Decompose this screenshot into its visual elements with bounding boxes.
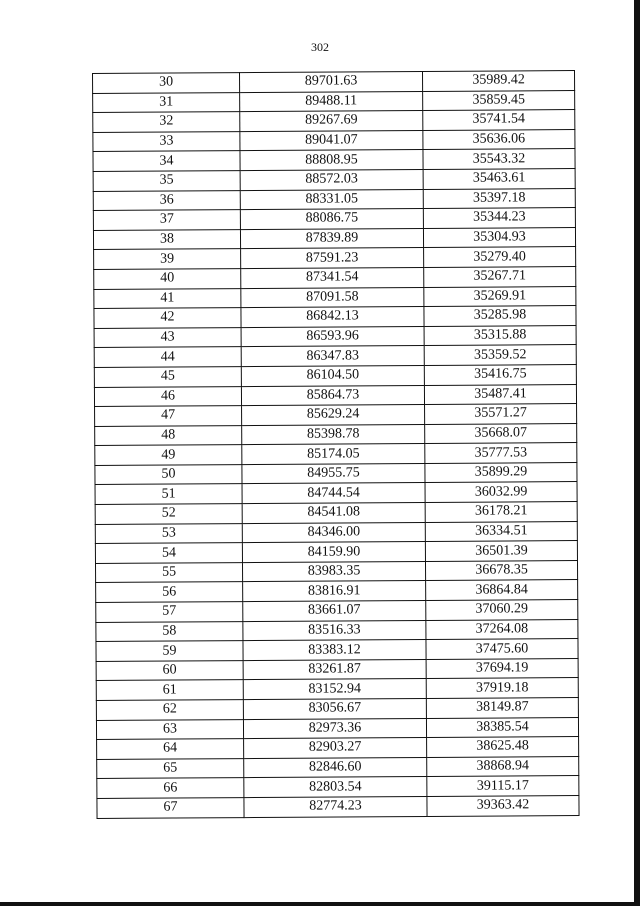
row-index-cell: 46 [94,386,241,406]
value-a-cell: 88572.03 [240,169,423,190]
value-b-cell: 39363.42 [427,796,579,817]
row-index-cell: 52 [95,504,242,524]
row-index-cell: 38 [93,229,240,249]
table-row [93,149,575,172]
value-b-cell: 35859.45 [423,90,575,111]
value-a-cell: 89488.11 [240,91,423,112]
table-row [97,776,579,799]
value-b-cell: 37919.18 [426,678,578,699]
row-index-cell: 56 [96,582,243,602]
table-row [95,541,577,564]
value-a-cell: 87341.54 [241,267,424,288]
table-row [94,345,576,368]
row-index-cell: 36 [93,190,240,210]
data-table-container [92,70,579,817]
value-a-cell: 88331.05 [240,189,423,210]
data-table [92,70,580,818]
row-index-cell: 65 [97,758,244,778]
value-a-cell: 83261.87 [243,659,426,680]
table-row [94,266,576,289]
value-a-cell: 86347.83 [241,346,424,367]
table-row [94,286,576,309]
value-a-cell: 87091.58 [241,287,424,308]
value-a-cell: 88808.95 [240,150,423,171]
value-b-cell: 38868.94 [427,756,579,777]
value-a-cell: 83383.12 [243,640,426,661]
value-b-cell: 36178.21 [425,502,577,523]
row-index-cell: 39 [94,249,241,269]
table-row [95,462,577,485]
value-a-cell: 83816.91 [243,581,426,602]
row-index-cell: 43 [94,327,241,347]
table-row [97,796,579,819]
table-row [96,678,578,701]
row-index-cell: 31 [93,92,240,112]
value-b-cell: 36501.39 [425,541,577,562]
table-row [95,404,577,427]
value-a-cell: 83661.07 [243,601,426,622]
row-index-cell: 48 [95,425,242,445]
row-index-cell: 42 [94,308,241,328]
table-row [96,619,578,642]
scan-edge-right [634,0,640,906]
value-a-cell: 83983.35 [242,561,425,582]
row-index-cell: 57 [96,602,243,622]
row-index-cell: 53 [95,523,242,543]
value-a-cell: 84744.54 [242,483,425,504]
row-index-cell: 59 [96,641,243,661]
table-row [97,756,579,779]
row-index-cell: 41 [94,288,241,308]
table-row [93,169,575,192]
value-b-cell: 38625.48 [427,737,579,758]
scan-edge-bottom [0,902,640,906]
row-index-cell: 66 [97,778,244,798]
row-index-cell: 47 [95,406,242,426]
value-a-cell: 85629.24 [242,405,425,426]
value-a-cell: 82803.54 [244,777,427,798]
row-index-cell: 30 [93,73,240,93]
row-index-cell: 51 [95,484,242,504]
table-row [96,580,578,603]
row-index-cell: 34 [93,151,240,171]
value-a-cell: 87839.89 [240,228,423,249]
row-index-cell: 67 [97,798,244,818]
table-row [96,600,578,623]
row-index-cell: 50 [95,464,242,484]
value-a-cell: 86842.13 [241,307,424,328]
value-b-cell: 36334.51 [425,521,577,542]
row-index-cell: 64 [97,739,244,759]
row-index-cell: 55 [95,562,242,582]
value-b-cell: 38149.87 [426,698,578,719]
value-a-cell: 86104.50 [241,365,424,386]
row-index-cell: 35 [93,171,240,191]
value-b-cell: 35741.54 [423,110,575,131]
value-b-cell: 35636.06 [423,129,575,150]
value-a-cell: 86593.96 [241,326,424,347]
value-b-cell: 35344.23 [423,208,575,229]
value-b-cell: 37264.08 [426,619,578,640]
value-b-cell: 39115.17 [427,776,579,797]
value-b-cell: 35571.27 [425,404,577,425]
value-b-cell: 38385.54 [426,717,578,738]
value-b-cell: 37475.60 [426,639,578,660]
table-row [94,306,576,329]
value-b-cell: 35359.52 [424,345,576,366]
row-index-cell: 44 [94,347,241,367]
table-row [93,110,575,133]
value-b-cell: 35304.93 [423,227,575,248]
value-b-cell: 35668.07 [425,423,577,444]
value-b-cell: 35899.29 [425,462,577,483]
value-a-cell: 85398.78 [242,424,425,445]
value-a-cell: 89701.63 [240,71,423,92]
value-b-cell: 35487.41 [424,384,576,405]
value-b-cell: 35315.88 [424,325,576,346]
value-a-cell: 82774.23 [244,796,427,817]
page-number: 302 [311,40,329,54]
value-b-cell: 35777.53 [425,443,577,464]
value-b-cell: 36864.84 [426,580,578,601]
value-b-cell: 35416.75 [424,364,576,385]
row-index-cell: 32 [93,112,240,132]
table-row [95,482,577,505]
table-row [96,698,578,721]
value-b-cell: 36678.35 [425,560,577,581]
value-b-cell: 35989.42 [422,71,574,92]
value-a-cell: 89041.07 [240,130,423,151]
value-b-cell: 35267.71 [424,266,576,287]
value-b-cell: 35397.18 [423,188,575,209]
table-row [93,71,575,94]
table-body [93,71,580,818]
row-index-cell: 60 [96,660,243,680]
value-b-cell: 35285.98 [424,306,576,327]
value-a-cell: 89267.69 [240,111,423,132]
value-a-cell: 84159.90 [242,542,425,563]
table-row [94,325,576,348]
value-b-cell: 35279.40 [424,247,576,268]
value-b-cell: 36032.99 [425,482,577,503]
row-index-cell: 37 [93,210,240,230]
row-index-cell: 45 [94,366,241,386]
value-a-cell: 88086.75 [240,209,423,230]
value-a-cell: 83516.33 [243,620,426,641]
value-a-cell: 82846.60 [244,757,427,778]
value-a-cell: 83056.67 [243,698,426,719]
table-row [96,717,578,740]
row-index-cell: 58 [96,621,243,641]
row-index-cell: 63 [96,719,243,739]
table-row [97,737,579,760]
row-index-cell: 62 [96,700,243,720]
table-row [95,502,577,525]
value-a-cell: 82903.27 [244,738,427,759]
row-index-cell: 33 [93,131,240,151]
row-index-cell: 40 [94,269,241,289]
table-row [95,521,577,544]
value-b-cell: 35543.32 [423,149,575,170]
table-row [93,188,575,211]
value-a-cell: 85174.05 [242,444,425,465]
table-row [95,443,577,466]
table-row [93,227,575,250]
value-b-cell: 35269.91 [424,286,576,307]
table-row [96,658,578,681]
value-a-cell: 85864.73 [241,385,424,406]
row-index-cell: 61 [96,680,243,700]
table-row [94,247,576,270]
value-b-cell: 35463.61 [423,169,575,190]
value-a-cell: 84346.00 [242,522,425,543]
table-row [94,384,576,407]
table-row [96,639,578,662]
value-a-cell: 82973.36 [243,718,426,739]
value-a-cell: 84955.75 [242,463,425,484]
table-row [95,560,577,583]
value-a-cell: 84541.08 [242,503,425,524]
value-b-cell: 37060.29 [426,600,578,621]
row-index-cell: 49 [95,445,242,465]
table-row [93,129,575,152]
value-a-cell: 83152.94 [243,679,426,700]
table-row [93,208,575,231]
table-row [94,364,576,387]
row-index-cell: 54 [95,543,242,563]
value-b-cell: 37694.19 [426,658,578,679]
table-row [93,90,575,113]
value-a-cell: 87591.23 [241,248,424,269]
table-row [95,423,577,446]
